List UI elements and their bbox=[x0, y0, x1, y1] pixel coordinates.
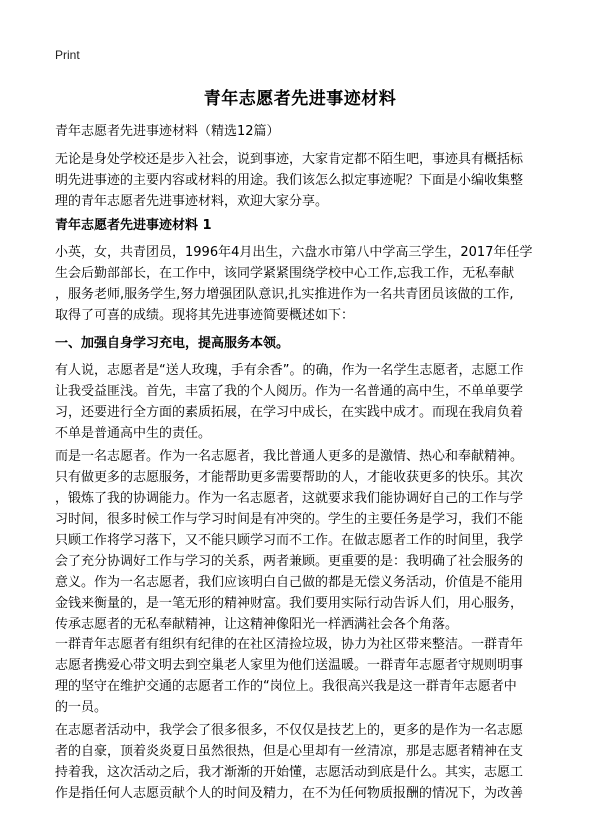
text-line: 明先进事迹的主要内容或材料的用途。我们该怎么拟定事迹呢？下面是小编收集整 bbox=[55, 173, 524, 188]
text-line: 的一员。 bbox=[55, 700, 108, 715]
text-line: 金钱来衡量的，是一笔无形的精神财富。我们要用实际行动告诉人们，用心服务， bbox=[55, 596, 524, 611]
paragraph bbox=[55, 720, 555, 804]
text-line: 者的自豪，顶着炎炎夏日虽然很热，但是心里却有一丝清凉，那是志愿者精神在支 bbox=[55, 744, 524, 759]
document-subtitle: 青年志愿者先进事迹材料（精选12篇） bbox=[55, 124, 280, 139]
intro-paragraph bbox=[55, 149, 555, 212]
section-heading: 青年志愿者先进事迹材料 1 bbox=[55, 218, 212, 233]
text-line: 传承志愿者的无私奉献精神，让这精神像阳光一样洒满社会各个角落。 bbox=[55, 617, 459, 632]
subheading: 一、加强自身学习充电，提高服务本领。 bbox=[55, 336, 290, 351]
print-label: Print bbox=[55, 48, 80, 62]
text-line: 一群青年志愿者有组织有纪律的在社区清捡垃圾，协力为社区带来整洁。一群青年 bbox=[55, 637, 524, 652]
text-line: 小英，女，共青团员，1996年4月出生，六盘水市第八中学高三学生，2017年任学 bbox=[55, 245, 533, 260]
text-line: 无论是身处学校还是步入社会，说到事迹，大家肯定都不陌生吧，事迹具有概括标 bbox=[55, 152, 524, 167]
text-line: 而是一名志愿者。作为一名志愿者，我比普通人更多的是激情、热心和奉献精神。 bbox=[55, 449, 524, 464]
text-line: 只有做更多的志愿服务，才能帮助更多需要帮助的人，才能收获更多的快乐。其次 bbox=[55, 470, 524, 485]
profile-paragraph bbox=[55, 242, 555, 326]
text-line: 只顾工作将学习落下，又不能只顾学习而不工作。在做志愿者工作的时间里，我学 bbox=[55, 533, 524, 548]
paragraph bbox=[55, 634, 555, 718]
text-line: 取得了可喜的成绩。现将其先进事迹简要概述如下： bbox=[55, 308, 355, 323]
text-line: ，服务老师,服务学生,努力增强团队意识,扎实推进作为一名共青团员该做的工作, bbox=[55, 287, 514, 302]
text-line: 习，还要进行全方面的素质拓展，在学习中成长，在实践中成才。而现在我肩负着 bbox=[55, 405, 524, 420]
text-line: 让我受益匪浅。首先，丰富了我的个人阅历。作为一名普通的高中生，不单单要学 bbox=[55, 384, 524, 399]
paragraph bbox=[55, 360, 555, 444]
text-line: 有人说，志愿者是“送人玫瑰，手有余香”。的确，作为一名学生志愿者，志愿工作 bbox=[55, 363, 524, 378]
text-line: 作是指任何人志愿贡献个人的时间及精力，在不为任何物质报酬的情况下，为改善 bbox=[55, 786, 524, 801]
text-line: 在志愿者活动中，我学会了很多很多，不仅仅是技艺上的，更多的是作为一名志愿 bbox=[55, 723, 524, 738]
text-line: 不单是普通高中生的责任。 bbox=[55, 426, 212, 441]
text-line: 持着我，这次活动之后，我才渐渐的开始懂，志愿活动到底是什么。其实，志愿工 bbox=[55, 765, 524, 780]
text-line: 生会后勤部部长，在工作中，该同学紧紧围绕学校中心工作,忘我工作，无私奉献 bbox=[55, 266, 515, 281]
text-line: 会了充分协调好工作与学习的关系，两者兼顾。更重要的是：我明确了社会服务的 bbox=[55, 554, 524, 569]
document-title: 青年志愿者先进事迹材料 bbox=[203, 89, 397, 109]
text-line: 习时间，很多时候工作与学习时间是有冲突的。学生的主要任务是学习，我们不能 bbox=[55, 512, 524, 527]
text-line: 理的坚守在维护交通的志愿者工作的“岗位上。我很高兴我是这一群青年志愿者中 bbox=[55, 679, 517, 694]
paragraph bbox=[55, 446, 555, 635]
text-line: 意义。作为一名志愿者，我们应该明白自己做的都是无偿义务活动，价值是不能用 bbox=[55, 575, 524, 590]
text-line: ，锻炼了我的协调能力。作为一名志愿者，这就要求我们能协调好自己的工作与学 bbox=[55, 491, 524, 506]
text-line: 志愿者携爱心带文明去到空巢老人家里为他们送温暖。一群青年志愿者守规则明事 bbox=[55, 658, 524, 673]
text-line: 理的青年志愿者先进事迹材料，欢迎大家分享。 bbox=[55, 194, 329, 209]
